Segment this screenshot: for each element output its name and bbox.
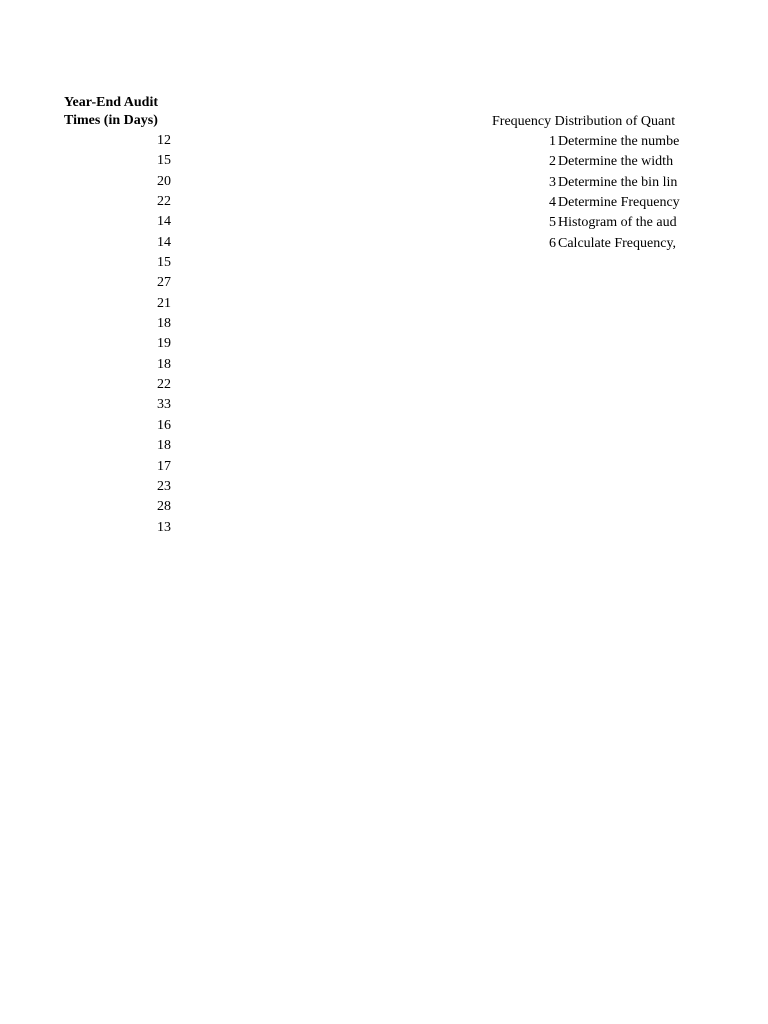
value-cell: 16 <box>157 417 171 433</box>
step-item <box>440 133 680 153</box>
value-cell: 22 <box>157 194 171 210</box>
column-header-line-2: Times (in Days) <box>64 113 158 128</box>
value-cell: 28 <box>157 499 171 515</box>
audit-times-list <box>64 132 171 539</box>
step-item <box>440 174 680 194</box>
value-cell: 23 <box>157 478 171 494</box>
value-cell: 33 <box>157 397 171 413</box>
value-cell: 14 <box>157 214 171 230</box>
value-cell: 15 <box>157 255 171 271</box>
step-item <box>440 194 680 214</box>
step-text: Histogram of the aud <box>558 215 677 231</box>
step-text: Calculate Frequency, <box>558 235 677 251</box>
step-item <box>440 235 680 255</box>
step-number: 2 <box>549 154 556 170</box>
steps-list <box>440 133 680 255</box>
step-number: 1 <box>549 134 556 149</box>
value-cell: 18 <box>157 356 171 372</box>
step-text: Determine the bin lin <box>558 174 678 190</box>
step-text: Determine the numbe <box>558 134 680 149</box>
step-number: 6 <box>549 235 556 251</box>
column-header <box>64 94 204 130</box>
value-cell: 12 <box>157 133 171 148</box>
value-cell: 22 <box>157 377 171 393</box>
value-cell: 13 <box>157 519 171 535</box>
step-item <box>440 153 680 173</box>
column-header-line-1: Year-End Audit <box>64 95 159 110</box>
value-cell: 27 <box>157 275 171 291</box>
value-cell: 18 <box>157 316 171 332</box>
value-cell: 17 <box>157 458 171 474</box>
value-cell: 20 <box>157 173 171 189</box>
value-cell: 21 <box>157 295 171 311</box>
step-number: 4 <box>549 195 556 211</box>
instructions-panel <box>440 113 687 273</box>
step-number: 5 <box>549 215 556 231</box>
value-cell: 18 <box>157 438 171 454</box>
step-text: Determine Frequency <box>558 195 680 211</box>
value-cell: 15 <box>157 153 171 169</box>
value-cell: 14 <box>157 234 171 250</box>
panel-title: Frequency Distribution of Quant <box>492 114 676 129</box>
step-item <box>440 214 680 234</box>
value-cell: 19 <box>157 336 171 352</box>
step-text: Determine the width <box>558 154 674 170</box>
step-number: 3 <box>549 174 556 190</box>
